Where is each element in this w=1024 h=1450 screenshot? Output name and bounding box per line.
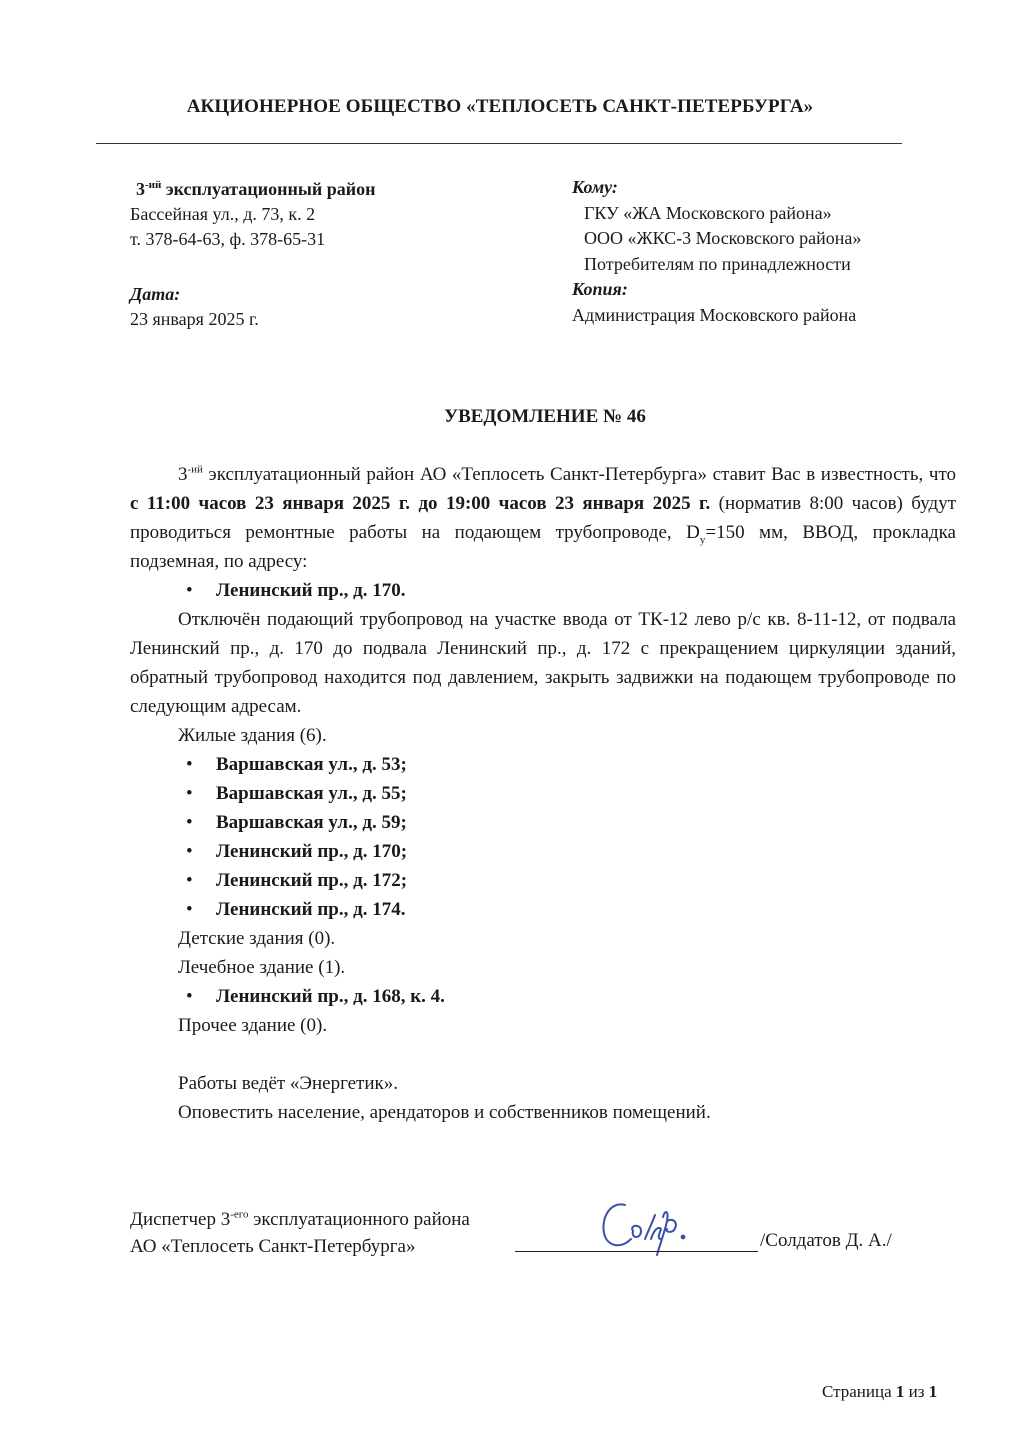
other-label: Прочее здание (0). bbox=[178, 1015, 328, 1036]
notice-body bbox=[130, 460, 956, 1127]
page-label: Страница bbox=[822, 1382, 896, 1401]
signature-line bbox=[515, 1251, 758, 1252]
list-item: • Ленинский пр., д. 174. bbox=[186, 895, 956, 924]
residential-list bbox=[130, 750, 956, 924]
list-item: • Варшавская ул., д. 59; bbox=[186, 808, 956, 837]
signer-title bbox=[130, 1206, 470, 1233]
sender-district-num: 3 bbox=[136, 179, 145, 199]
list-item: • Ленинский пр., д. 168, к. 4. bbox=[186, 982, 956, 1011]
sender-district bbox=[130, 177, 376, 202]
signer-name: /Солдатов Д. А./ bbox=[760, 1230, 892, 1251]
medical-label: Лечебное здание (1). bbox=[178, 957, 346, 978]
sender-district-label: эксплуатационный район bbox=[161, 179, 376, 199]
copy-recipient: Администрация Московского района bbox=[572, 304, 857, 325]
sender-block bbox=[130, 177, 376, 332]
intro-text-a: эксплуатационный район АО «Теплосеть Санкт-Петербурга» ставит Вас в известность, что bbox=[202, 464, 956, 485]
signer-title-a: Диспетчер 3 bbox=[130, 1209, 231, 1230]
recipient-item: Потребителям по принадлежности bbox=[584, 253, 851, 274]
header-divider bbox=[96, 143, 902, 144]
inform-text: Оповестить население, арендаторов и собственников помещений. bbox=[178, 1102, 711, 1123]
residential-label: Жилые здания (6). bbox=[178, 725, 327, 746]
intro-num: 3 bbox=[178, 464, 188, 485]
recipient-item: ООО «ЖКС-3 Московского района» bbox=[584, 228, 862, 248]
children-label: Детские здания (0). bbox=[178, 928, 336, 949]
handwritten-signature bbox=[595, 1195, 705, 1270]
notice-intro bbox=[130, 460, 956, 576]
sender-district-sup: -ий bbox=[145, 179, 162, 191]
page-total: 1 bbox=[928, 1382, 938, 1401]
signature-block bbox=[130, 1206, 470, 1260]
sender-address: Бассейная ул., д. 73, к. 2 bbox=[130, 204, 316, 224]
notice-title: УВЕДОМЛЕНИЕ № 46 bbox=[444, 406, 646, 427]
recipients-block bbox=[572, 175, 861, 328]
copy-label: Копия: bbox=[572, 279, 628, 299]
intro-period: с 11:00 часов 23 января 2025 г. до 19:00 часов 23 января 2025 г. bbox=[130, 493, 711, 514]
signer-title-b: эксплуатационного района bbox=[248, 1209, 470, 1230]
intro-text-c: =150 мм, ВВОД, прокладка подземная, по адресу: bbox=[130, 522, 956, 572]
list-item: • Ленинский пр., д. 170. bbox=[186, 576, 956, 605]
medical-list bbox=[130, 982, 956, 1011]
list-item: • Ленинский пр., д. 170; bbox=[186, 837, 956, 866]
page-current: 1 bbox=[895, 1382, 905, 1401]
outage-description: Отключён подающий трубопровод на участке ввода от ТК-12 лево р/с кв. 8-11-12, от подвала Ленинский пр., д. 170 до подвала Ленинский пр., д. 172 с прекращением циркуляции зданий, обратный трубопровод находится под давлением, закрыть задвижки на подающем трубопроводе по следующим адресам. bbox=[130, 609, 956, 717]
date-value: 23 января 2025 г. bbox=[130, 309, 259, 329]
page-of: из bbox=[904, 1382, 929, 1401]
list-item: • Ленинский пр., д. 172; bbox=[186, 866, 956, 895]
to-label: Кому: bbox=[572, 177, 618, 197]
sender-phones: т. 378-64-63, ф. 378-65-31 bbox=[130, 229, 326, 249]
signer-title-sup: -его bbox=[230, 1208, 249, 1221]
list-item: • Варшавская ул., д. 55; bbox=[186, 779, 956, 808]
intro-sup: -ий bbox=[187, 463, 203, 476]
main-address-list bbox=[130, 576, 956, 605]
organization-title: АКЦИОНЕРНОЕ ОБЩЕСТВО «ТЕПЛОСЕТЬ САНКТ-ПЕТЕРБУРГА» bbox=[186, 96, 814, 117]
intro-sub: у bbox=[699, 533, 706, 546]
page-number bbox=[822, 1382, 937, 1402]
intro-text-b: (норматив 8:00 часов) будут проводиться ремонтные работы на подающем трубопроводе, D bbox=[130, 493, 956, 543]
contractor-text: Работы ведёт «Энергетик». bbox=[178, 1073, 399, 1094]
date-label: Дата: bbox=[130, 284, 181, 304]
recipient-item: ГКУ «ЖА Московского района» bbox=[584, 202, 832, 223]
signer-org: АО «Теплосеть Санкт-Петербурга» bbox=[130, 1236, 416, 1257]
list-item: • Варшавская ул., д. 53; bbox=[186, 750, 956, 779]
